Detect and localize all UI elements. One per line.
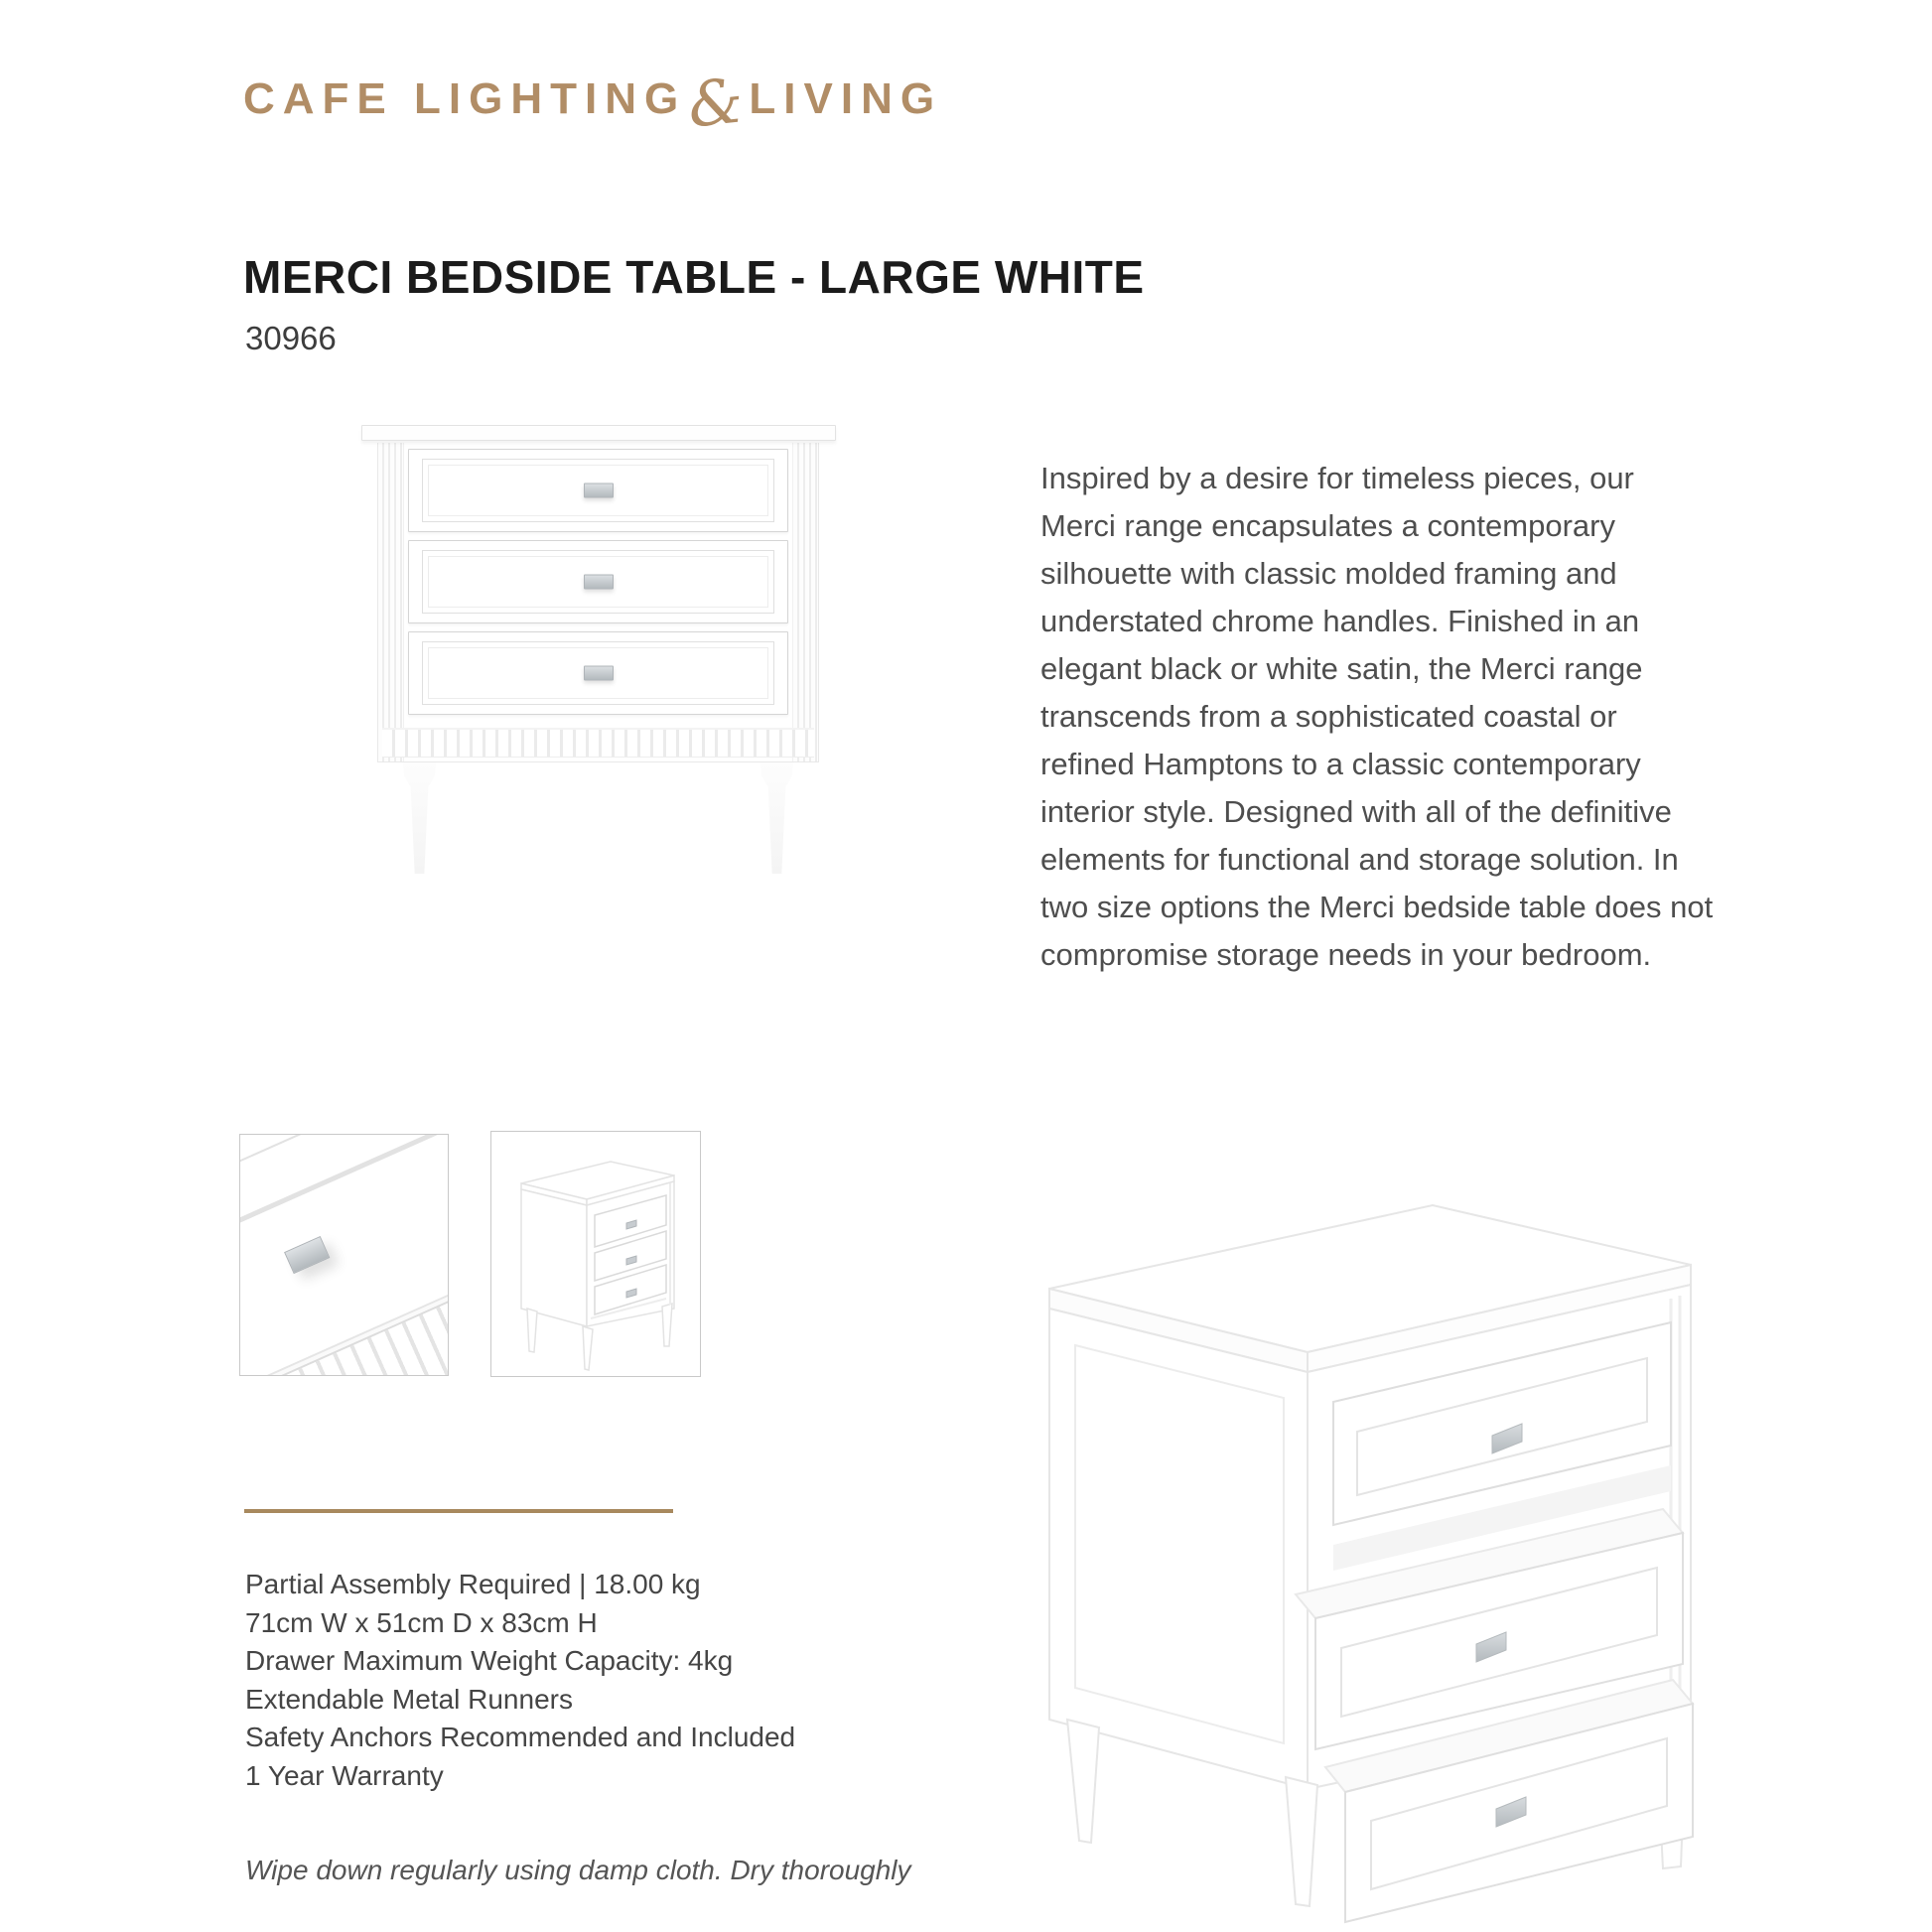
spec-item: Extendable Metal Runners: [245, 1683, 573, 1715]
spec-item: Partial Assembly Required | 18.00 kg: [245, 1569, 701, 1599]
table-legs: [400, 762, 797, 874]
chrome-handle: [283, 1236, 329, 1274]
spec-list: [245, 1566, 861, 1795]
product-description: Inspired by a desire for timeless pieces, our Merci range encapsulates a contemporary silhouette with classic molded framing and understated chrome handles. Finished in an elegant black or white satin, the Merci range transcends from a sophisticated coastal or refined Hamptons to a classic contemporary interior style. Designed with all of the definitive elements for functional and storage solution. In two size options the Merci bedside table does not compromise storage needs in your bedroom.: [1040, 461, 1714, 972]
chrome-handle: [584, 666, 614, 681]
product-sku: 30966: [245, 320, 337, 356]
thumbnail-handle-closeup: [239, 1134, 449, 1376]
fluted-stile-right: [792, 443, 818, 761]
chrome-handle: [584, 483, 614, 498]
spec-item: 1 Year Warranty: [245, 1759, 444, 1791]
brand-logo: [243, 64, 943, 142]
drawer-stack: [408, 449, 788, 715]
fluted-stile-left: [378, 443, 404, 761]
care-instructions: Wipe down regularly using damp cloth. Dry thoroughly: [245, 1855, 911, 1885]
page-title: MERCI BEDSIDE TABLE - LARGE WHITE: [243, 251, 1145, 303]
thumbnail-product-angled: [490, 1131, 701, 1377]
spec-item: 71cm W x 51cm D x 83cm H: [245, 1606, 598, 1638]
brand-name-left: CAFE LIGHTING: [243, 74, 687, 123]
leg-left: [400, 762, 440, 874]
brand-name-right: LIVING: [749, 74, 943, 123]
spec-item: Safety Anchors Recommended and Included: [245, 1722, 796, 1752]
spec-item: Drawer Maximum Weight Capacity: 4kg: [245, 1645, 734, 1676]
mini-table-graphic: [491, 1132, 700, 1376]
drawer-bottom: [408, 631, 788, 715]
table-top: [361, 425, 836, 441]
fluted-apron: [382, 728, 814, 758]
product-angled-open-image: [988, 1142, 1727, 1926]
leg-right: [758, 762, 797, 874]
table-body: [377, 443, 819, 762]
angled-table-graphic: [988, 1142, 1727, 1926]
drawer-middle: [408, 540, 788, 623]
gold-divider: [244, 1509, 673, 1513]
drawer-top: [408, 449, 788, 532]
ampersand-icon: &: [684, 64, 748, 142]
chrome-handle: [584, 575, 614, 590]
hero-product-image: [328, 425, 869, 1006]
